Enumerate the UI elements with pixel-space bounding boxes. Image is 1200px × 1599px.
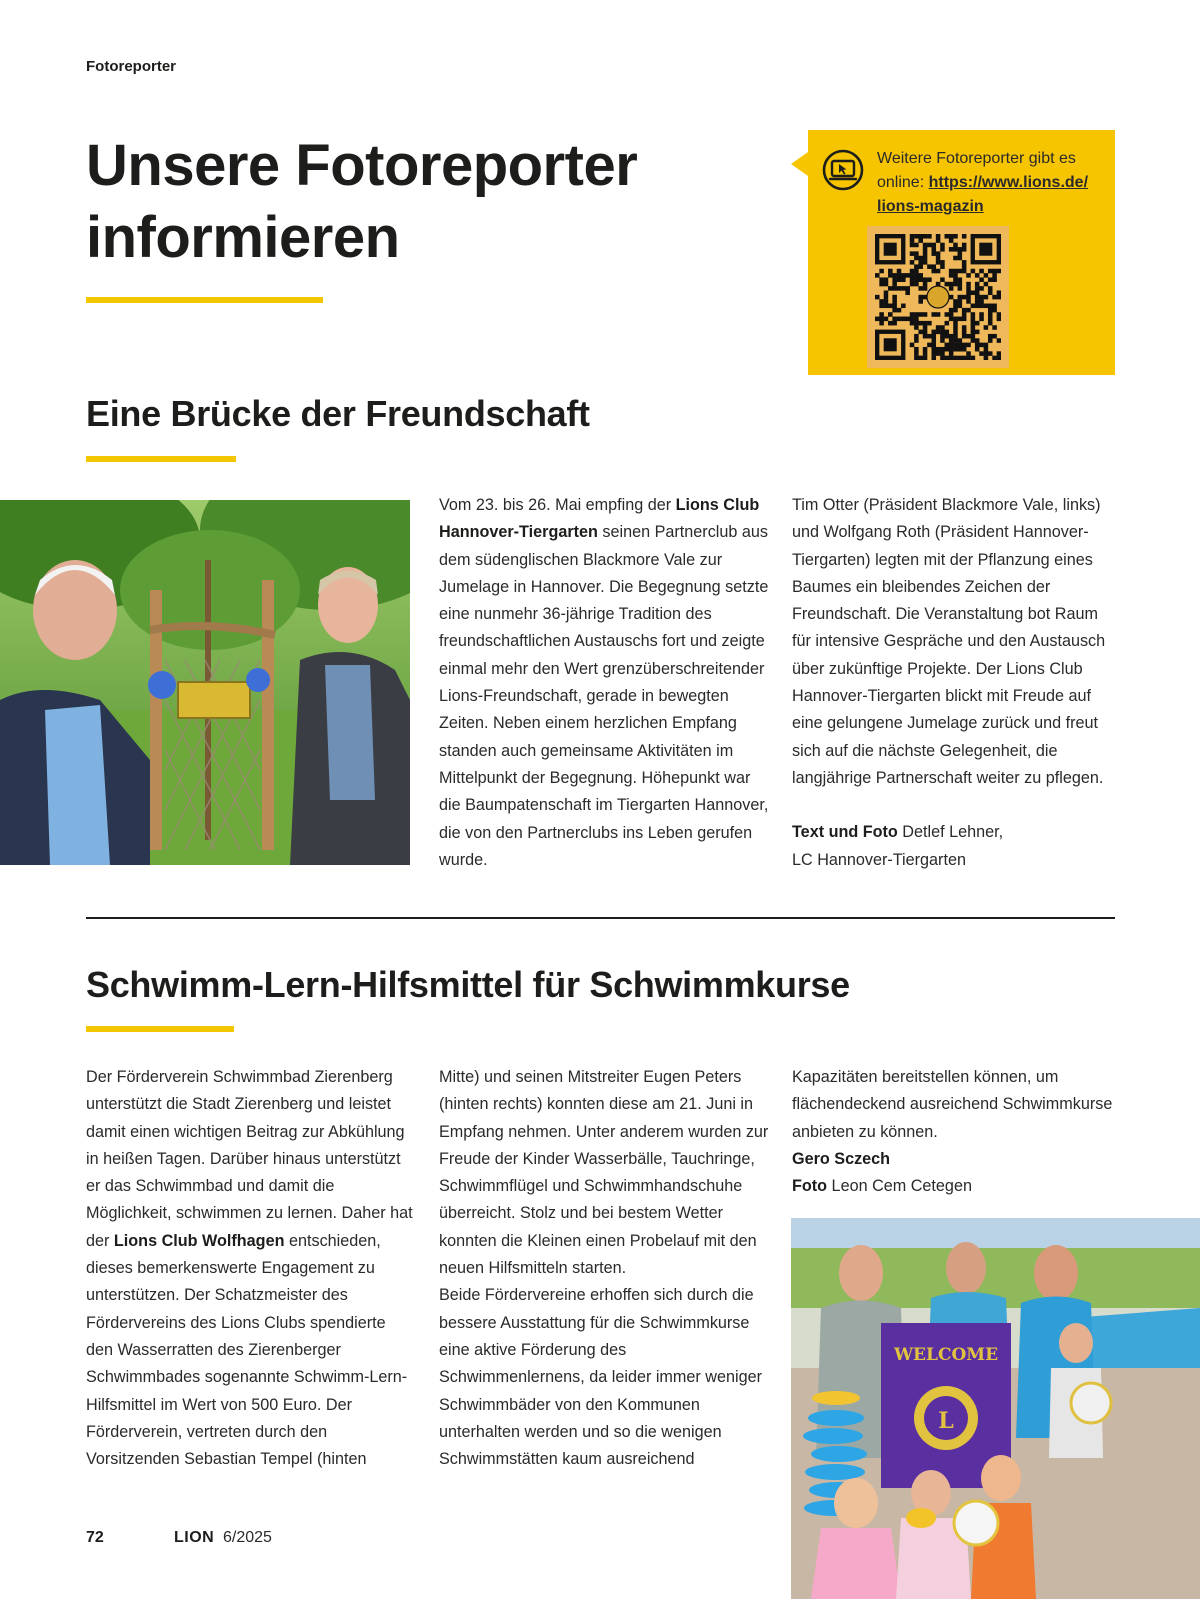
lions-club-name: Lions Club Hannover-Tiergarten [439, 496, 760, 542]
section-label: Fotoreporter [86, 58, 176, 75]
info-box-pointer [791, 152, 808, 176]
article2-column2: Mitte) und seinen Mitstreiter Eugen Peters (hinten rechts) konnten diese am 21. Juni in Empfang nehmen. Unter anderem wurden zur Freude der Kinder Wasserbälle, Tauchringe, Schwimmflügel und Schwimmhandschuhe überreicht. Stolz und bei bestem Wetter konnten die Kleinen einen Probelauf mit den neuen Hilfsmitteln starten. Beide Fördervereine erhoffen sich durch die bessere Ausstattung für die Schwimmkurse eine aktive Förderung des Schwimmenlernens, da leider immer weniger Schwimmbäder von den Kommunen unterhalten werden und so die wenigen Schwimmstätten kaum ausreichend [439, 1068, 769, 1469]
lions-magazin-link[interactable]: https://www.lions.de/ lions-magazin [877, 174, 1089, 215]
article2-author: Gero Sczech [792, 1149, 891, 1168]
computer-cursor-icon [822, 149, 864, 191]
article1-photo [0, 500, 410, 865]
magazine-name: LION [174, 1529, 215, 1546]
photo-group-pool-icon [791, 1218, 1200, 1599]
page-number: 72 [86, 1529, 104, 1546]
qr-code[interactable] [867, 226, 1009, 368]
article1-column1: Vom 23. bis 26. Mai empfing der Lions Club Hannover-Tiergarten seinen Partnerclub aus dem südenglischen Blackmore Vale zur Jumelage in Hannover. Die Begegnung setzte eine nunmehr 36-jährige Tradition des freundschaftlichen Austauschs fort und zeigte einmal mehr den Wert grenzüberschreitender Lions-Freundschaft, gerade in bewegten Zeiten. Neben einem herzlichen Empfang standen auch gemeinsame Aktivitäten im Mittelpunkt der Begegnung. Höhepunkt war die Baumpatenschaft im Tiergarten Hannover, die von den Partnerclubs ins Leben gerufen wurde. [439, 496, 769, 869]
info-box-intro: Weitere Fotoreporter gibt es online: [877, 150, 1076, 191]
page-title-line1: Unsere Fotoreporter [86, 133, 638, 198]
issue-number: 6/2025 [223, 1529, 272, 1546]
title-underline [86, 297, 323, 303]
article2-column3: Kapazitäten bereitstellen können, um flächendeckend ausreichend Schwimmkurse anbieten zu können. Gero Sczech Foto Leon Cem Cetegen [792, 1064, 1120, 1200]
section-divider [86, 917, 1115, 919]
article2-photo-credit: Foto Leon Cem Cetegen [792, 1177, 972, 1196]
article1-column2: Tim Otter (Präsident Blackmore Vale, links) und Wolfgang Roth (Präsident Hannover-Tiergarten) legten mit der Pflanzung eines Baumes ein bleibendes Zeichen der Freundschaft. Die Veranstaltung bot Raum für intensive Gespräche und den Austausch über zukünftige Projekte. Der Lions Club Hannover-Tiergarten blickt mit Freude auf eine gelungene Jumelage zurück und freut sich auf die nächste Gelegenheit, die langjährige Partnerschaft weiter zu pflegen. Text und Foto Detlef Lehner, LC Hannover-Tiergarten [792, 492, 1120, 874]
page-title-line2: informieren [86, 205, 400, 270]
article2-column1: Der Förderverein Schwimmbad Zierenberg unterstützt die Stadt Zierenberg und leistet damit einen wichtigen Beitrag zur Abkühlung in heißen Tagen. Darüber hinaus unterstützt er das Schwimmbad und damit die Möglichkeit, schwimmen zu lernen. Daher hat der Lions Club Wolfhagen entschieden, dieses bemerkenswerte Engagement zu unterstützen. Der Schatzmeister des Fördervereins des Lions Clubs spendierte den Wasserratten des Zierenberger Schwimmbades sogenannte Schwimm-Lern-Hilfsmittel im Wert von 500 Euro. Der Förderverein, vertreten durch den Vorsitzenden Sebastian Tempel (hinten [86, 1068, 413, 1469]
article2-heading: Schwimm-Lern-Hilfsmittel für Schwimmkurse [86, 964, 850, 1005]
article2-heading-underline [86, 1026, 234, 1032]
online-info-box [808, 130, 1115, 375]
article2-photo [791, 1218, 1200, 1599]
photo-two-men-tree-icon [0, 500, 410, 865]
qr-code-icon [875, 234, 1001, 360]
article1-credit: Text und Foto Detlef Lehner, [792, 823, 1004, 842]
welcome-banner-text: WELCOME [893, 1345, 999, 1365]
page-title [86, 130, 766, 274]
lions-club-wolfhagen: Lions Club Wolfhagen [113, 1231, 285, 1250]
info-box-text [877, 147, 1107, 219]
svg-text:L: L [938, 1408, 954, 1434]
article1-heading: Eine Brücke der Freundschaft [86, 393, 590, 434]
article1-credit-club: LC Hannover-Tiergarten [792, 850, 966, 869]
article1-heading-underline [86, 456, 236, 462]
